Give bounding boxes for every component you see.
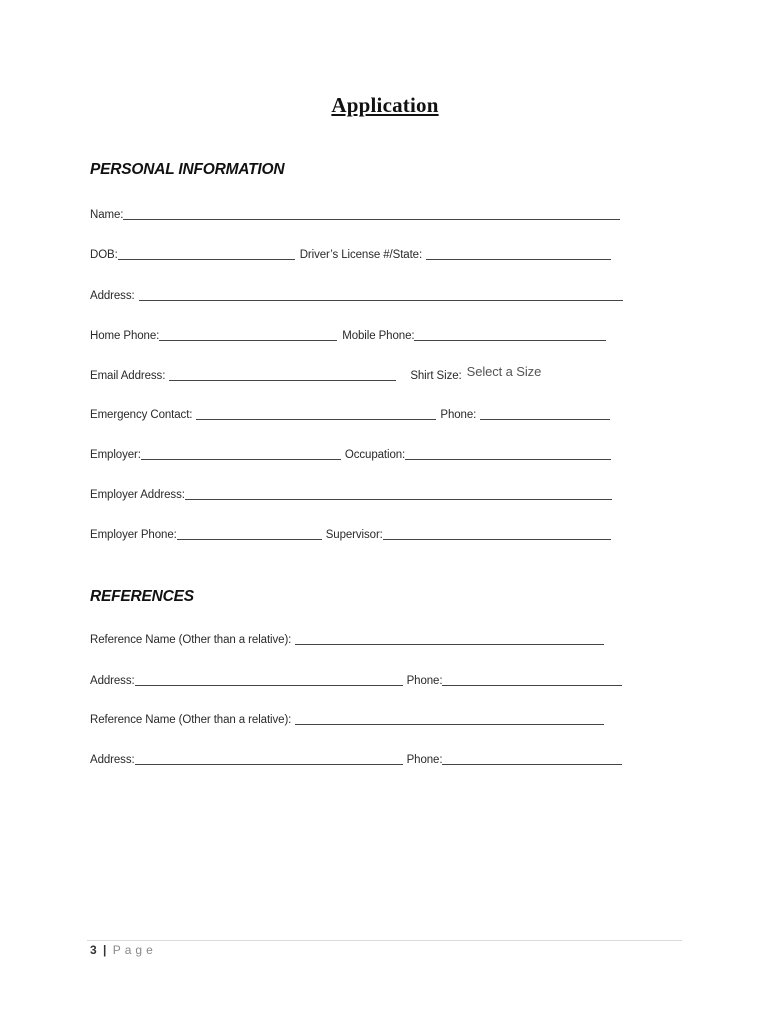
home-phone-label: Home Phone: — [90, 330, 160, 342]
drivers-license-label: Driver’s License #/State: — [299, 249, 423, 261]
emergency-contact-field[interactable] — [196, 406, 436, 420]
reference-2-name-row — [90, 710, 604, 726]
reference-1-name-field[interactable] — [295, 631, 604, 645]
reference-1-phone-field[interactable] — [442, 672, 622, 686]
reference-1-contact-row — [90, 671, 622, 687]
reference-2-contact-row — [90, 750, 622, 766]
occupation-field[interactable] — [405, 446, 611, 460]
emergency-phone-field[interactable] — [480, 406, 610, 420]
shirt-size-label: Shirt Size: — [410, 370, 462, 382]
home-phone-field[interactable] — [159, 327, 337, 341]
reference-2-address-field[interactable] — [135, 751, 403, 765]
reference-1-address-label: Address: — [90, 675, 135, 687]
reference-2-name-label: Reference Name (Other than a relative): — [90, 714, 292, 726]
reference-1-name-label: Reference Name (Other than a relative): — [90, 634, 292, 646]
emergency-contact-label: Emergency Contact: — [90, 409, 193, 421]
dob-field[interactable] — [118, 246, 295, 260]
name-row — [90, 205, 620, 221]
employer-row — [90, 445, 611, 461]
address-label: Address: — [90, 290, 135, 302]
shirt-size-select[interactable]: Select a Size — [466, 364, 542, 379]
supervisor-field[interactable] — [383, 526, 611, 540]
supervisor-label: Supervisor: — [325, 529, 383, 541]
address-field[interactable] — [139, 287, 623, 301]
reference-1-name-row — [90, 630, 604, 646]
personal-information-heading: PERSONAL INFORMATION — [90, 161, 285, 178]
page-footer — [90, 943, 157, 957]
email-shirt-row — [90, 366, 541, 382]
employer-label: Employer: — [90, 449, 141, 461]
occupation-label: Occupation: — [344, 449, 406, 461]
employer-phone-label: Employer Phone: — [90, 529, 177, 541]
drivers-license-field[interactable] — [426, 246, 611, 260]
emergency-phone-label: Phone: — [440, 409, 477, 421]
employer-phone-field[interactable] — [177, 526, 322, 540]
email-address-field[interactable] — [169, 367, 396, 381]
dob-label: DOB: — [90, 249, 118, 261]
employer-field[interactable] — [141, 446, 341, 460]
page-word: Page — [112, 943, 157, 957]
reference-2-phone-field[interactable] — [442, 751, 622, 765]
reference-1-phone-label: Phone: — [406, 675, 443, 687]
address-row — [90, 286, 623, 302]
name-label: Name: — [90, 209, 124, 221]
emergency-row — [90, 405, 610, 421]
email-address-label: Email Address: — [90, 370, 166, 382]
phones-row — [90, 326, 606, 342]
references-heading: REFERENCES — [90, 588, 194, 605]
mobile-phone-label: Mobile Phone: — [342, 330, 415, 342]
employer-phone-row — [90, 525, 611, 541]
page-number: 3 — [90, 943, 97, 957]
reference-2-name-field[interactable] — [295, 711, 604, 725]
page-title: Application — [331, 93, 439, 117]
reference-1-address-field[interactable] — [135, 672, 403, 686]
name-field[interactable] — [123, 206, 620, 220]
footer-divider — [87, 940, 682, 941]
footer-separator: | — [103, 943, 107, 957]
employer-address-label: Employer Address: — [90, 489, 185, 501]
employer-address-field[interactable] — [185, 486, 612, 500]
reference-2-phone-label: Phone: — [406, 754, 443, 766]
dob-license-row — [90, 245, 611, 261]
mobile-phone-field[interactable] — [414, 327, 606, 341]
employer-address-row — [90, 485, 612, 501]
reference-2-address-label: Address: — [90, 754, 135, 766]
